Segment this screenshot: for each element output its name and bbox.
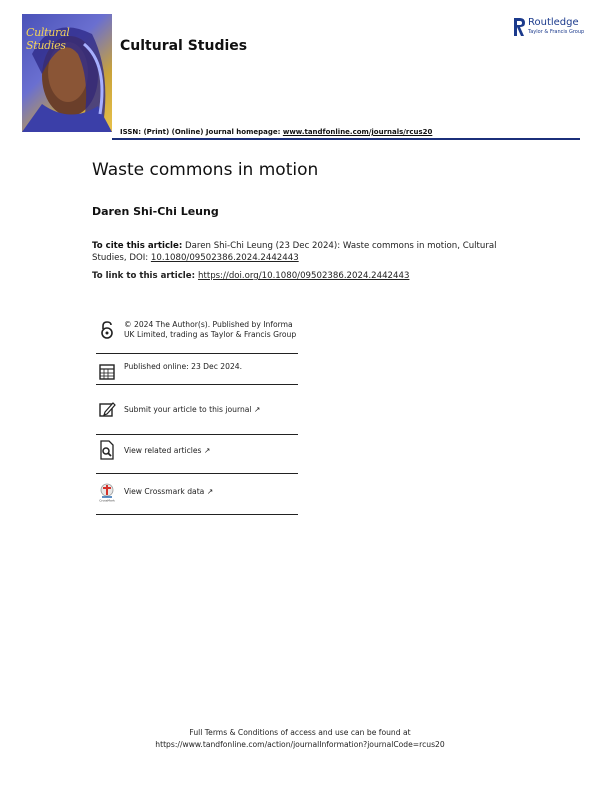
article-title: Waste commons in motion: [92, 160, 319, 180]
link-label: To link to this article:: [92, 271, 199, 281]
publisher-name: Routledge: [528, 17, 579, 28]
divider: [96, 434, 298, 435]
cover-title: Cultural Studies: [26, 26, 70, 52]
article-author: Daren Shi-Chi Leung: [92, 205, 219, 218]
divider: [96, 514, 298, 515]
article-doi-link[interactable]: https://doi.org/10.1080/09502386.2024.2442443: [198, 271, 410, 281]
related-articles-icon: [98, 440, 116, 460]
footer-terms-link[interactable]: https://www.tandfonline.com/action/journalInformation?journalCode=rcus20: [155, 740, 445, 749]
edit-icon: [98, 400, 116, 420]
divider: [96, 473, 298, 474]
divider: [96, 384, 298, 385]
footer-terms: Full Terms & Conditions of access and use can be found at: [189, 728, 411, 737]
header-rule: [112, 138, 580, 140]
license-text: © 2024 The Author(s). Published by Informa UK Limited, trading as Taylor & Francis Group: [124, 320, 297, 339]
related-articles-link[interactable]: View related articles ↗: [124, 446, 211, 455]
citation-text: Daren Shi-Chi Leung (23 Dec 2024): Waste commons in motion, Cultural Studies, DOI:: [92, 241, 497, 263]
submit-article-link[interactable]: Submit your article to this journal ↗: [124, 405, 261, 414]
divider: [96, 353, 298, 354]
citation-doi-link[interactable]: 10.1080/09502386.2024.2442443: [150, 253, 299, 263]
journal-name: Cultural Studies: [120, 38, 248, 54]
issn-line: [120, 128, 432, 136]
citation: [92, 240, 512, 264]
crossmark-link[interactable]: View Crossmark data ↗: [124, 487, 214, 496]
publisher-subtitle: Taylor & Francis Group: [528, 29, 585, 35]
svg-text:CrossMark: CrossMark: [99, 498, 115, 502]
issn-prefix: ISSN: (Print) (Online) Journal homepage:: [120, 128, 283, 136]
routledge-r-icon: [512, 16, 526, 38]
crossmark-icon: [98, 482, 116, 502]
published-online-text: Published online: 23 Dec 2024.: [124, 362, 243, 371]
journal-cover-image: [22, 14, 112, 132]
publisher-logo: [512, 16, 585, 42]
citation-label: To cite this article:: [92, 241, 183, 251]
open-access-icon: [98, 320, 116, 340]
calendar-icon: [98, 362, 116, 382]
journal-homepage-link[interactable]: www.tandfonline.com/journals/rcus20: [282, 128, 433, 136]
article-link-line: [92, 271, 409, 281]
